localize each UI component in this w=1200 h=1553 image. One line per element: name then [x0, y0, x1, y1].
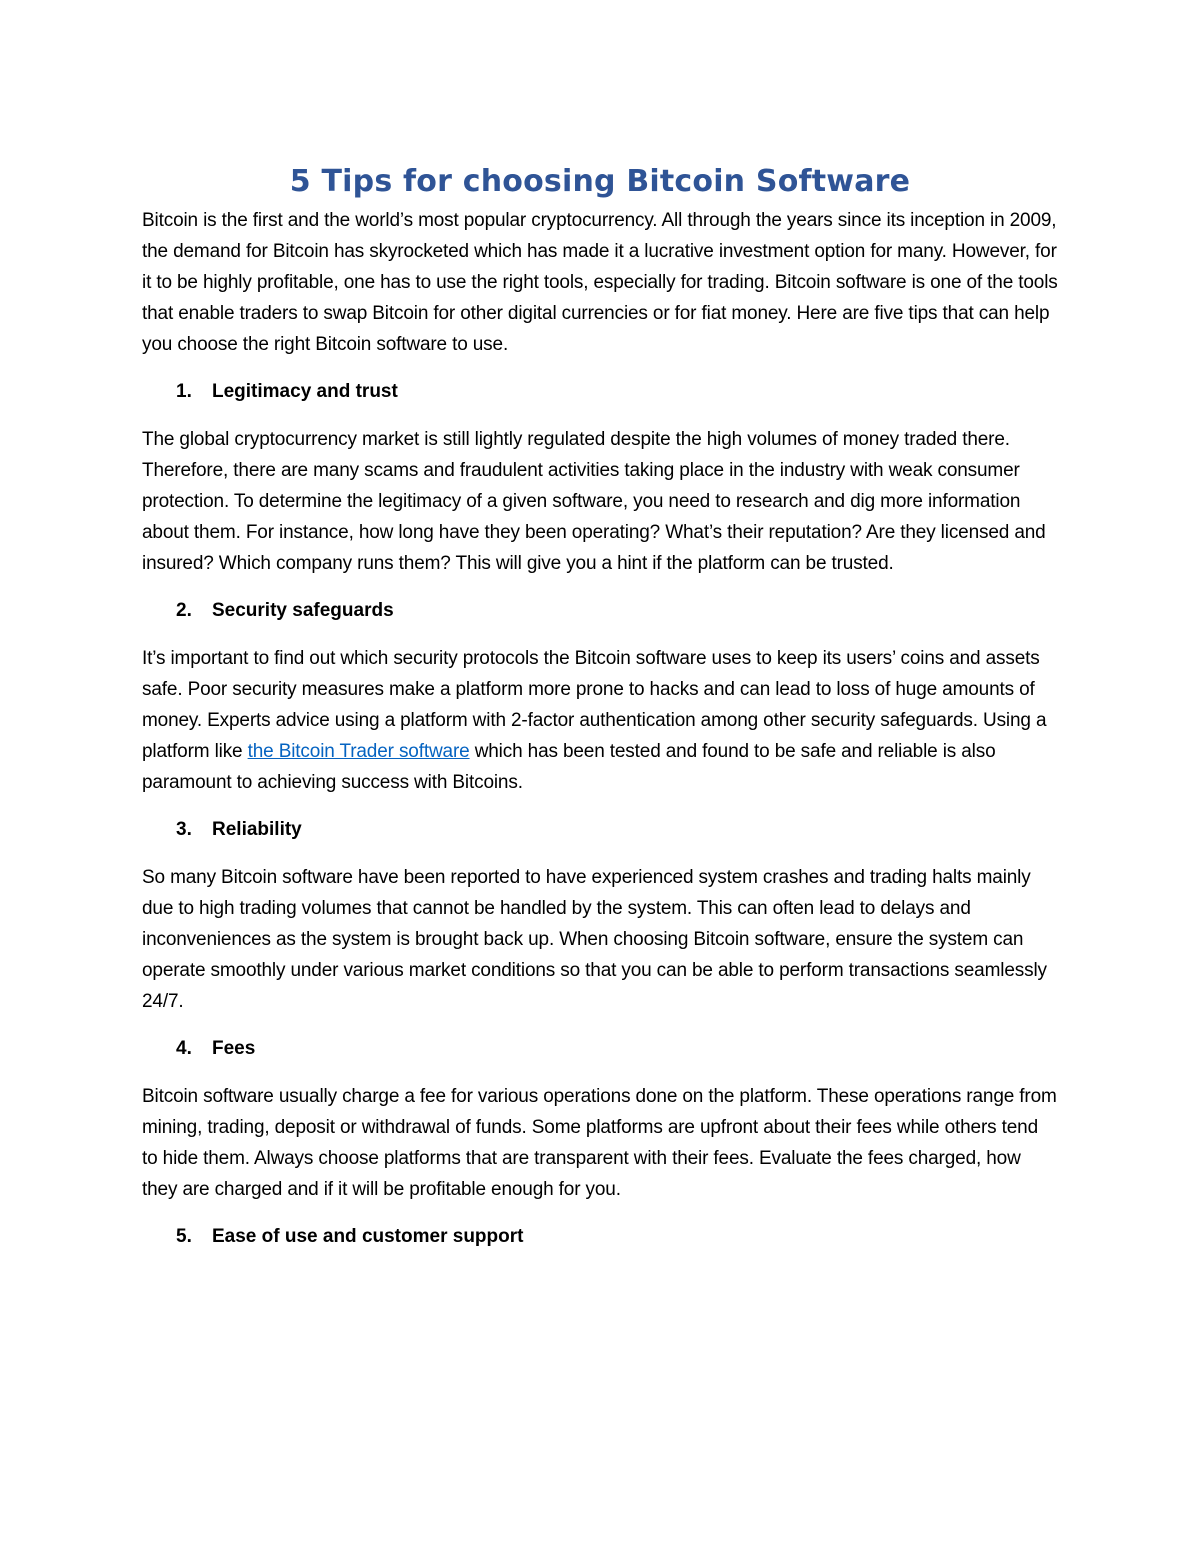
- tip-heading-fees: [142, 1033, 1058, 1064]
- tip-body-text: which has been tested and found to be safe and reliable is also paramount to achieving success with Bitcoins.: [142, 741, 996, 793]
- tip-body-security: [142, 643, 1058, 798]
- bitcoin-trader-link[interactable]: the Bitcoin Trader software: [247, 741, 470, 762]
- tip-number: 5.: [176, 1226, 192, 1247]
- page-title: 5 Tips for choosing Bitcoin Software: [289, 164, 911, 199]
- tip-heading-text: Security safeguards: [212, 600, 394, 621]
- tip-body-reliability: So many Bitcoin software have been reported to have experienced system crashes and trading halts mainly due to high trading volumes that cannot be handled by the system. This can often lead to delays and inconveniences as the system is brought back up. When choosing Bitcoin software, ensure the system can operate smoothly under various market conditions so that you can be able to perform transactions seamlessly 24/7.: [142, 867, 1047, 1012]
- tip-number: 2.: [176, 600, 192, 621]
- tip-body-legitimacy: The global cryptocurrency market is still lightly regulated despite the high volumes of money traded there. Therefore, there are many scams and fraudulent activities taking place in the industry with weak consumer protection. To determine the legitimacy of a given software, you need to research and dig more information about them. For instance, how long have they been operating? What’s their reputation? Are they licensed and insured? Which company runs them? This will give you a hint if the platform can be trusted.: [142, 429, 1046, 574]
- tip-heading-legitimacy: [142, 376, 1058, 407]
- tip-heading-reliability: [142, 814, 1058, 845]
- tip-number: 3.: [176, 819, 192, 840]
- tip-heading-text: Fees: [212, 1038, 256, 1059]
- tip-heading-text: Legitimacy and trust: [212, 381, 398, 402]
- tip-heading-ease-of-use: [142, 1221, 1058, 1252]
- tip-body-fees: Bitcoin software usually charge a fee for various operations done on the platform. These operations range from mining, trading, deposit or withdrawal of funds. Some platforms are upfront about their fees while others tend to hide them. Always choose platforms that are transparent with their fees. Evaluate the fees charged, how they are charged and if it will be profitable enough for you.: [142, 1086, 1057, 1200]
- tip-heading-text: Ease of use and customer support: [212, 1226, 524, 1247]
- intro-paragraph: Bitcoin is the first and the world’s most popular cryptocurrency. All through the years since its inception in 2009, the demand for Bitcoin has skyrocketed which has made it a lucrative investment option for many. However, for it to be highly profitable, one has to use the right tools, especially for trading. Bitcoin software is one of the tools that enable traders to swap Bitcoin for other digital currencies or for fiat money. Here are five tips that can help you choose the right Bitcoin software to use.: [142, 210, 1058, 355]
- tip-number: 4.: [176, 1038, 192, 1059]
- tip-heading-text: Reliability: [212, 819, 302, 840]
- tip-number: 1.: [176, 381, 192, 402]
- tip-heading-security: [142, 595, 1058, 626]
- tip-body-text: It’s important to find out which security protocols the Bitcoin software uses to keep its users’ coins and assets safe. Poor security measures make a platform more prone to hacks and can lead to loss of huge amounts of money. Experts advice using a platform with 2-factor authentication among other security safeguards. Using a platform like: [142, 648, 1047, 762]
- document-body: [142, 162, 1058, 1269]
